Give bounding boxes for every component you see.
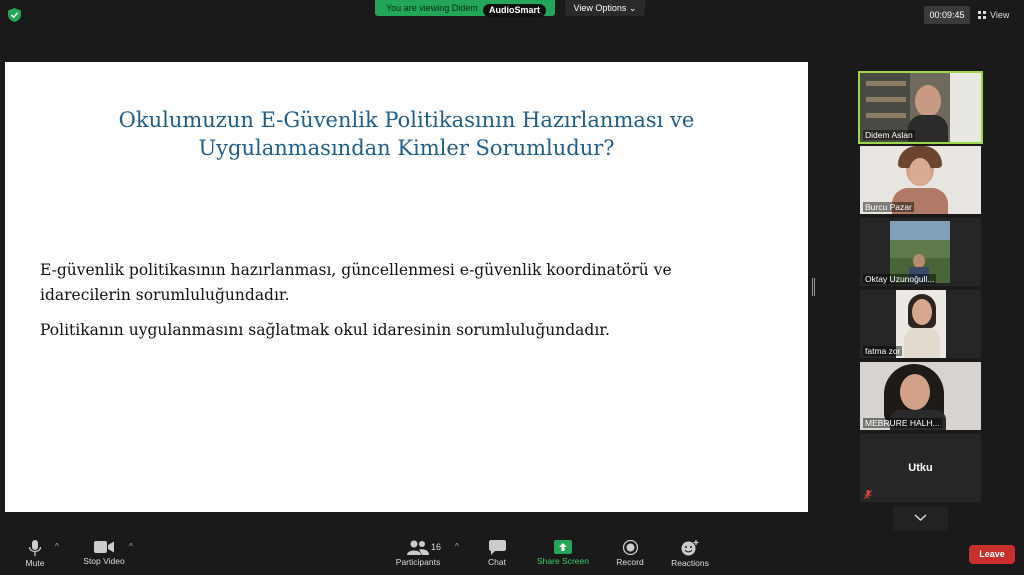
video-camera-icon xyxy=(94,540,114,554)
slide-body xyxy=(40,258,790,353)
share-screen-label: Share Screen xyxy=(537,556,589,566)
muted-mic-icon xyxy=(864,490,872,499)
viewing-text: You are viewing Didem xyxy=(386,3,478,13)
view-button[interactable] xyxy=(978,6,1009,24)
slide-paragraph-1 xyxy=(40,258,790,308)
view-options-button[interactable] xyxy=(565,0,645,16)
chevron-down-icon xyxy=(893,506,948,530)
microphone-icon xyxy=(28,540,42,556)
leave-button[interactable]: Leave xyxy=(969,545,1015,564)
participant-name: fatma zor xyxy=(865,346,901,356)
slide-title xyxy=(5,106,808,162)
chat-label: Chat xyxy=(488,557,506,567)
view-options-label: View Options xyxy=(573,3,627,13)
slide-paragraph-2: Politikanın uygulanmasını sağlatmak okul idaresinin sorumluluğundadır. xyxy=(40,321,610,339)
participants-count: 16 xyxy=(431,542,442,552)
reactions-button[interactable] xyxy=(667,534,713,575)
meeting-timer: 00:09:45 xyxy=(924,6,970,24)
video-options-caret[interactable]: ^ xyxy=(129,542,133,551)
participant-tile-fatma-zor[interactable] xyxy=(860,290,981,358)
more-participants-button[interactable] xyxy=(893,506,948,530)
audiosmart-pill: AudioSmart xyxy=(483,4,546,17)
grid-icon xyxy=(978,11,986,19)
participant-name: Oktay Uzunoğull... xyxy=(865,274,935,284)
chat-bubble-icon xyxy=(489,540,506,555)
participant-tile-mebrure[interactable] xyxy=(860,362,981,430)
participant-name: MEBRURE HALH... xyxy=(865,418,940,428)
participant-name: Utku xyxy=(908,462,933,474)
split-resize-handle[interactable] xyxy=(812,278,815,296)
participants-icon xyxy=(407,540,429,555)
participants-options-caret[interactable]: ^ xyxy=(455,542,459,551)
participant-name: Didem Aslan xyxy=(865,130,913,140)
stop-video-button[interactable] xyxy=(78,534,130,575)
top-bar xyxy=(0,0,1024,28)
participant-tile-utku[interactable] xyxy=(860,434,981,502)
view-label: View xyxy=(990,10,1010,20)
mute-button[interactable] xyxy=(18,534,52,575)
smiley-plus-icon xyxy=(681,540,699,556)
reactions-label: Reactions xyxy=(671,558,709,568)
slide-paragraph-1-line-1: E-güvenlik politikasının hazırlanması, güncellenmesi e-güvenlik koordinatörü ve xyxy=(40,261,672,279)
mute-options-caret[interactable]: ^ xyxy=(55,542,59,551)
share-screen-button[interactable] xyxy=(533,534,593,575)
share-screen-icon xyxy=(554,540,572,554)
participants-button[interactable] xyxy=(392,534,444,575)
participant-tile-didem-aslan[interactable] xyxy=(860,73,981,142)
slide-paragraph-1-line-2: idarecilerin sorumluluğundadır. xyxy=(40,286,290,304)
stop-video-label: Stop Video xyxy=(83,556,125,566)
record-label: Record xyxy=(616,557,644,567)
chat-button[interactable] xyxy=(481,534,513,575)
participant-tile-oktay[interactable] xyxy=(860,218,981,286)
slide-title-line-1: Okulumuzun E-Güvenlik Politikasının Hazırlanması ve xyxy=(118,108,695,132)
slide-title-line-2: Uygulanmasından Kimler Sorumludur? xyxy=(198,136,615,160)
mute-label: Mute xyxy=(25,558,45,568)
record-icon xyxy=(623,540,638,555)
participant-tile-burcu-pazar[interactable] xyxy=(860,146,981,214)
meeting-toolbar xyxy=(0,534,1024,575)
shield-icon[interactable] xyxy=(8,8,21,22)
participant-name: Burcu Pazar xyxy=(865,202,912,212)
participants-label: Participants xyxy=(395,557,441,567)
chevron-down-icon: ⌄ xyxy=(628,3,637,13)
record-button[interactable] xyxy=(612,534,648,575)
shared-screen-slide xyxy=(5,62,808,512)
